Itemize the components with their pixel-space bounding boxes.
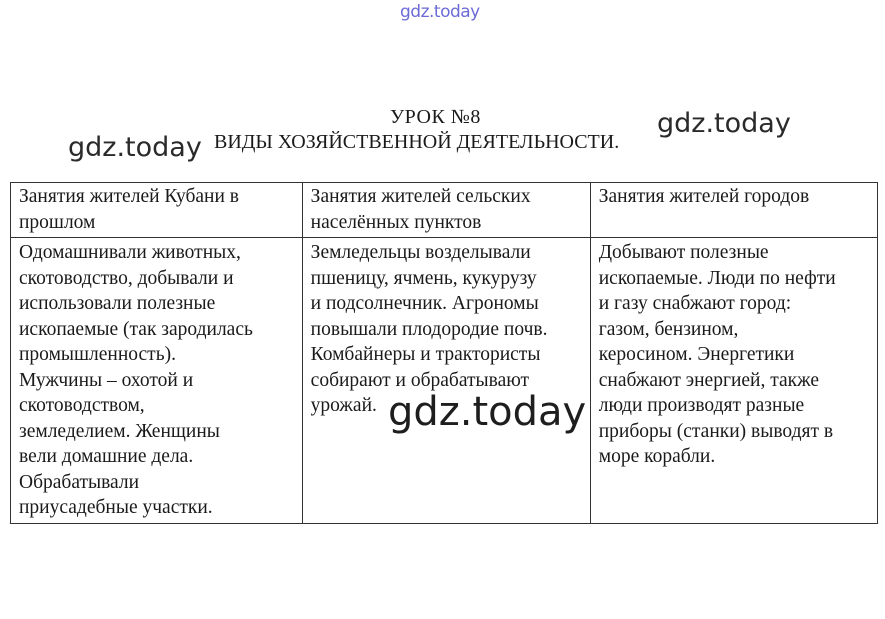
cell-rural — [302, 238, 590, 524]
cell-kuban-past — [11, 238, 303, 524]
page-title: ВИДЫ ХОЗЯЙСТВЕННОЙ ДЕЯТЕЛЬНОСТИ. — [214, 131, 620, 153]
watermark-right: gdz.today — [657, 108, 791, 139]
watermark-left: gdz.today — [68, 132, 202, 163]
lesson-number: УРОК №8 — [390, 106, 481, 128]
column-header-rural — [302, 183, 590, 238]
table-row — [11, 238, 878, 524]
activities-table — [10, 182, 878, 524]
table-header-row — [11, 183, 878, 238]
cell-text: Добывают полезные ископаемые. Люди по нефти и газу снабжают город: газом, бензином, керосином. Энергетики снабжают энергией, также люди производят разные приборы (станки) выводят в море корабли. — [598, 242, 836, 467]
column-header-kuban-past — [11, 183, 303, 238]
cell-text: Одомашнивали животных, скотоводство, добывали и использовали полезные ископаемые (так зародилась промышленность). Мужчины – охотой и скотоводством, земледелием. Женщины вели домашние дела. Обрабатывали приусадебные участки. — [19, 242, 253, 518]
column-header-cities — [590, 183, 877, 238]
watermark-top: gdz.today — [400, 2, 480, 22]
column-header-label: Занятия жителей городов — [598, 186, 810, 207]
cell-text: Земледельцы возделывали пшеницу, ячмень, кукурузу и подсолнечник. Агрономы повышали плодородие почв. Комбайнеры и трактористы собирают и обрабатывают урожай. — [310, 242, 548, 416]
column-header-label: Занятия жителей сельских населённых пунктов — [310, 186, 531, 233]
watermark-center: gdz.today — [388, 389, 587, 435]
column-header-label: Занятия жителей Кубани в прошлом — [19, 186, 239, 233]
cell-cities — [590, 238, 877, 524]
